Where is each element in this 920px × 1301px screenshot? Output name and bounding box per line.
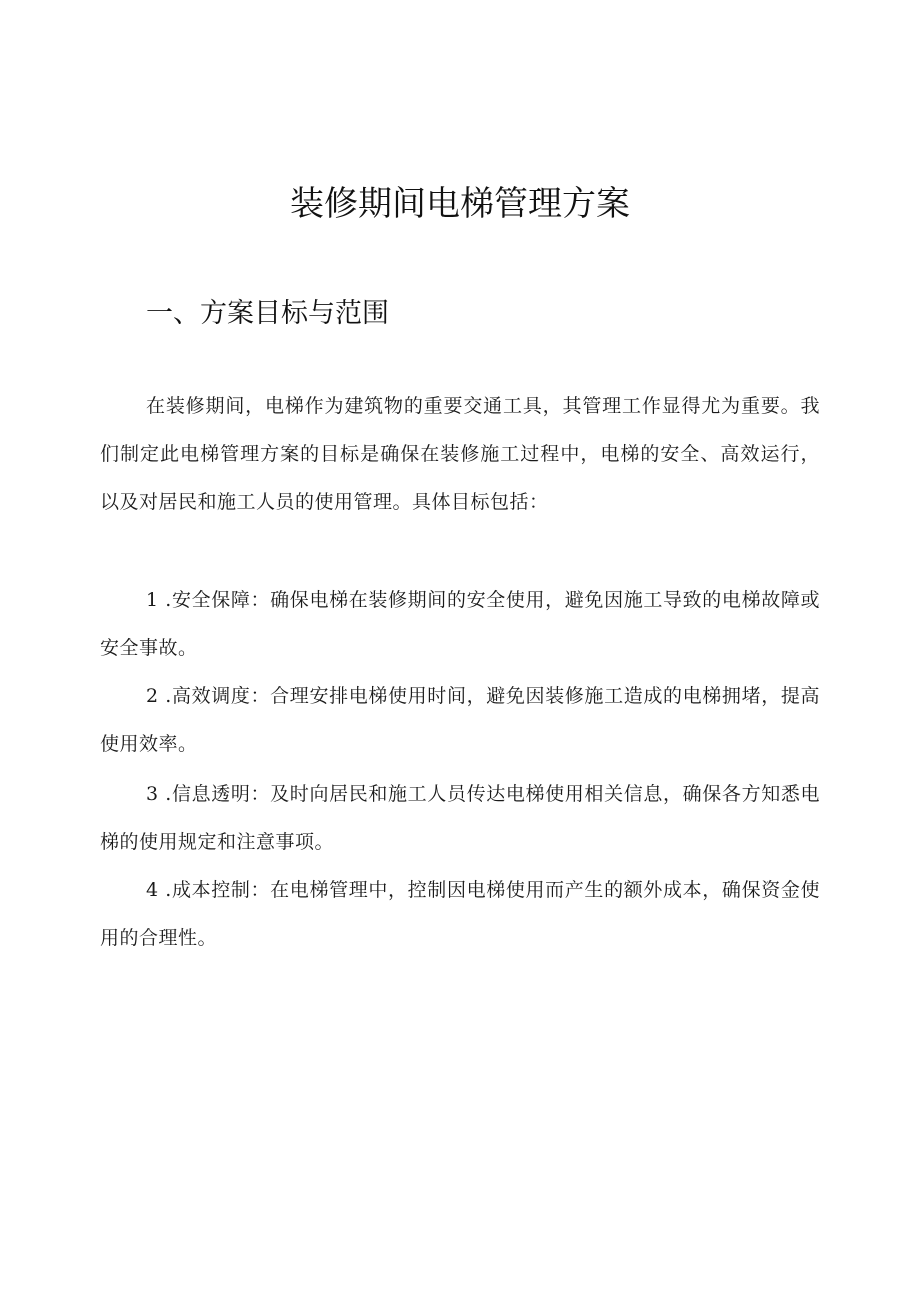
list-item-transparency: 3 .信息透明：及时向居民和施工人员传达电梯使用相关信息，确保各方知悉电梯的使用规定和注意事项。 <box>100 783 820 853</box>
section-heading: 一、方案目标与范围 <box>146 298 389 329</box>
list-item-safety: 1 .安全保障：确保电梯在装修期间的安全使用，避免因施工导致的电梯故障或安全事故。 <box>100 589 820 659</box>
list-item-efficiency: 2 .高效调度：合理安排电梯使用时间，避免因装修施工造成的电梯拥堵，提高使用效率。 <box>100 685 820 755</box>
document-title: 装修期间电梯管理方案 <box>290 184 630 224</box>
list-item-cost-control: 4 .成本控制：在电梯管理中，控制因电梯使用而产生的额外成本，确保资金使用的合理性。 <box>100 879 820 949</box>
intro-paragraph: 在装修期间，电梯作为建筑物的重要交通工具，其管理工作显得尤为重要。我们制定此电梯管理方案的目标是确保在装修施工过程中，电梯的安全、高效运行，以及对居民和施工人员的使用管理。具体目标包括： <box>100 395 820 513</box>
